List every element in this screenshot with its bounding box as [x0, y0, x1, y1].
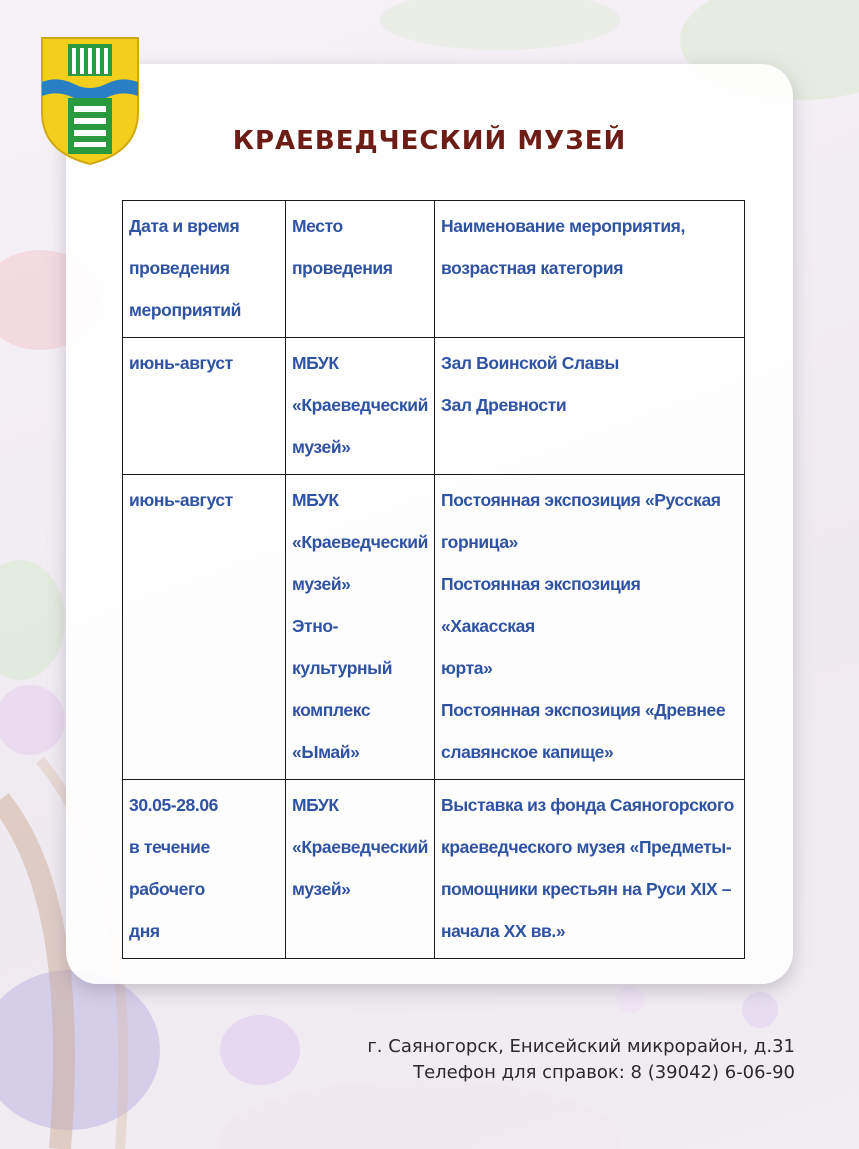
cell-text-line: проведения [129, 258, 230, 278]
cell-text-line: «Краеведческий [292, 532, 429, 552]
cell-place [286, 780, 435, 959]
phone-text: Телефон для справок: 8 (39042) 6-06-90 [413, 1062, 795, 1083]
cell-text-line: Постоянная экспозиция «Русская [441, 490, 721, 510]
table-header-row [123, 201, 745, 338]
cell-text-line: МБУК [292, 353, 339, 373]
cell-text-line: Зал Древности [441, 395, 567, 415]
cell-text-line: июнь-август [129, 353, 233, 373]
cell-text-line: 30.05-28.06 [129, 795, 219, 815]
cell-text-line: Постоянная экспозиция «Древнее [441, 700, 726, 720]
footer-contacts [367, 1034, 795, 1086]
page-title: КРАЕВЕДЧЕСКИЙ МУЗЕЙ [232, 126, 627, 156]
cell-text-line: Выставка из фонда Саяногорского [441, 795, 734, 815]
cell-text-line: славянское капище» [441, 742, 614, 762]
cell-text-line: горница» [441, 532, 519, 552]
cell-text-line: начала XX вв.» [441, 921, 566, 941]
cell-text-line: Этно- [292, 616, 339, 636]
header-date-time [123, 201, 286, 338]
cell-text-line: июнь-август [129, 490, 233, 510]
cell-text-line: дня [129, 921, 160, 941]
cell-event-name [435, 780, 745, 959]
cell-text-line: культурный [292, 658, 393, 678]
cell-text-line: Наименование мероприятия, [441, 216, 685, 236]
cell-text-line: мероприятий [129, 300, 241, 320]
cell-date [123, 338, 286, 475]
cell-text-line: музей» [292, 437, 351, 457]
table-row [123, 475, 745, 780]
cell-text-line: «Краеведческий [292, 395, 429, 415]
cell-text-line: проведения [292, 258, 393, 278]
cell-text-line: «Ымай» [292, 742, 360, 762]
cell-event-name [435, 338, 745, 475]
cell-text-line: Дата и время [129, 216, 240, 236]
address-text: г. Саяногорск, Енисейский микрорайон, д.31 [367, 1036, 795, 1057]
cell-date [123, 780, 286, 959]
cell-text-line: Зал Воинской Славы [441, 353, 619, 373]
cell-text-line: юрта» [441, 658, 493, 678]
cell-text-line: МБУК [292, 795, 339, 815]
cell-text-line: МБУК [292, 490, 339, 510]
cell-text-line: краеведческого музея «Предметы- [441, 837, 732, 857]
cell-date [123, 475, 286, 780]
cell-place [286, 338, 435, 475]
cell-text-line: музей» [292, 879, 351, 899]
header-event-name [435, 201, 745, 338]
table-row [123, 338, 745, 475]
events-table [122, 200, 745, 959]
cell-text-line: возрастная категория [441, 258, 624, 278]
cell-text-line: комплекс [292, 700, 371, 720]
table-row [123, 780, 745, 959]
cell-text-line: Место [292, 216, 343, 236]
cell-text-line: в течение рабочего [129, 837, 210, 899]
cell-text-line: «Краеведческий [292, 837, 429, 857]
cell-text-line: Постоянная экспозиция «Хакасская [441, 574, 641, 636]
cell-place [286, 475, 435, 780]
cell-event-name [435, 475, 745, 780]
cell-text-line: помощники крестьян на Руси XIX – [441, 879, 732, 899]
cell-text-line: музей» [292, 574, 351, 594]
header-place [286, 201, 435, 338]
